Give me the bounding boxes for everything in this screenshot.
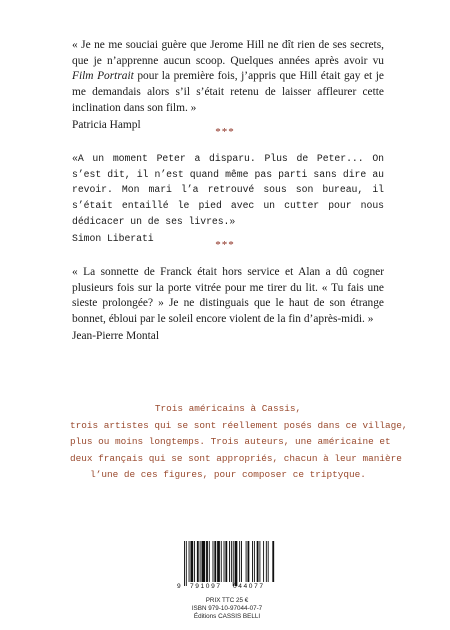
blurb-line: plus ou moins longtemps. Trois auteurs, une américaine et xyxy=(70,436,391,447)
barcode-bar xyxy=(190,541,193,582)
barcode-bar xyxy=(268,541,269,582)
quote-montal xyxy=(72,265,384,345)
barcode-bar xyxy=(254,541,255,582)
author-patricia-hampl: Patricia Hampl xyxy=(72,118,141,131)
barcode-bar xyxy=(272,541,274,582)
barcode-bar xyxy=(197,541,199,582)
barcode-bar xyxy=(241,541,242,582)
barcode-bar xyxy=(206,541,208,582)
barcode-bar xyxy=(231,541,232,582)
blurb-line: l’une de ces figures, pour composer ce triptyque. xyxy=(90,469,366,480)
blurb-line: trois artistes qui se sont réellement posés dans ce village, xyxy=(70,419,408,431)
barcode-bar xyxy=(239,541,240,582)
barcode-bar xyxy=(235,541,238,586)
barcode-bar xyxy=(217,541,220,582)
barcode-bar xyxy=(229,541,230,582)
publisher-label: Éditions CASSIS BELLI xyxy=(193,613,261,620)
quote-montal-text: « La sonnette de Franck était hors service et Alan a dû cogner plusieurs fois sur la porte vitrée pour me tirer du lit. « Tu fais une sieste prolongée? » Je ne distinguais que le haut de son étrange bonnet, ébloui par le soleil encore violent de la fin d’après-midi. » xyxy=(72,266,384,326)
isbn-label: ISBN 979-10-97044-07-7 xyxy=(191,605,263,612)
blurb xyxy=(70,401,408,484)
barcode-bar xyxy=(263,541,264,582)
barcode-bar xyxy=(225,541,227,582)
quote-liberati-text: «A un moment Peter a disparu. Plus de Peter... On s’est dit, il n’est quand même pas parti sans dire au revoir. Mon mari l’a retrouvé sous son bureau, il s’était entaillé le pied avec un cutter pour nous dédicacer un de ses livres.» xyxy=(72,153,384,227)
price-block xyxy=(175,597,279,621)
barcode xyxy=(175,539,279,596)
quote-hampl-text-start: « Je ne me souciai guère que Jerome Hill ne dît rien de ses secrets, que je n’apprenne aucun scoop. Quelques années après avoir vu xyxy=(72,39,384,67)
quote-hampl xyxy=(72,38,384,133)
barcode-bar xyxy=(200,541,201,582)
barcode-bar xyxy=(252,541,253,582)
barcode-bar xyxy=(189,541,190,582)
barcode-bar xyxy=(246,541,247,582)
barcode-bar xyxy=(213,541,214,582)
author-jean-pierre-montal: Jean-Pierre Montal xyxy=(72,329,159,342)
barcode-bar xyxy=(194,541,195,582)
barcode-bar xyxy=(184,541,185,586)
blurb-line: Trois américains à Cassis, xyxy=(154,403,302,414)
separator-stars-1: *** xyxy=(215,126,235,138)
barcode-first-digit: 9 xyxy=(177,583,181,590)
barcode-bar xyxy=(201,541,205,582)
barcode-bar xyxy=(224,541,225,582)
barcode-right-group: 044077 xyxy=(233,583,265,590)
price-label: PRIX TTC 25 € xyxy=(205,597,249,604)
barcode-bar xyxy=(209,541,210,582)
barcode-left-group: 791097 xyxy=(190,583,222,590)
quote-hampl-text-end: pour la première fois, j’appris que Hill était gay et je me demandais alors s’il s’était retenu de laisser affleurer cette inclination dans son film. » xyxy=(72,70,384,114)
barcode-bar xyxy=(266,541,267,582)
barcode-bar xyxy=(221,541,222,582)
author-simon-liberati: Simon Liberati xyxy=(72,232,154,244)
barcode-bars xyxy=(175,539,279,586)
quote-hampl-film-title: Film Portrait xyxy=(72,70,134,83)
quote-liberati xyxy=(72,151,384,246)
barcode-bar xyxy=(233,541,234,586)
barcode-bar xyxy=(259,541,260,582)
separator-stars-2: *** xyxy=(215,239,235,251)
barcode-bar xyxy=(247,541,249,582)
blurb-line: deux français qui se sont appropriés, chacun à leur manière xyxy=(70,452,402,464)
barcode-bar xyxy=(186,541,187,586)
barcode-bar xyxy=(214,541,216,582)
barcode-bar xyxy=(257,541,259,582)
